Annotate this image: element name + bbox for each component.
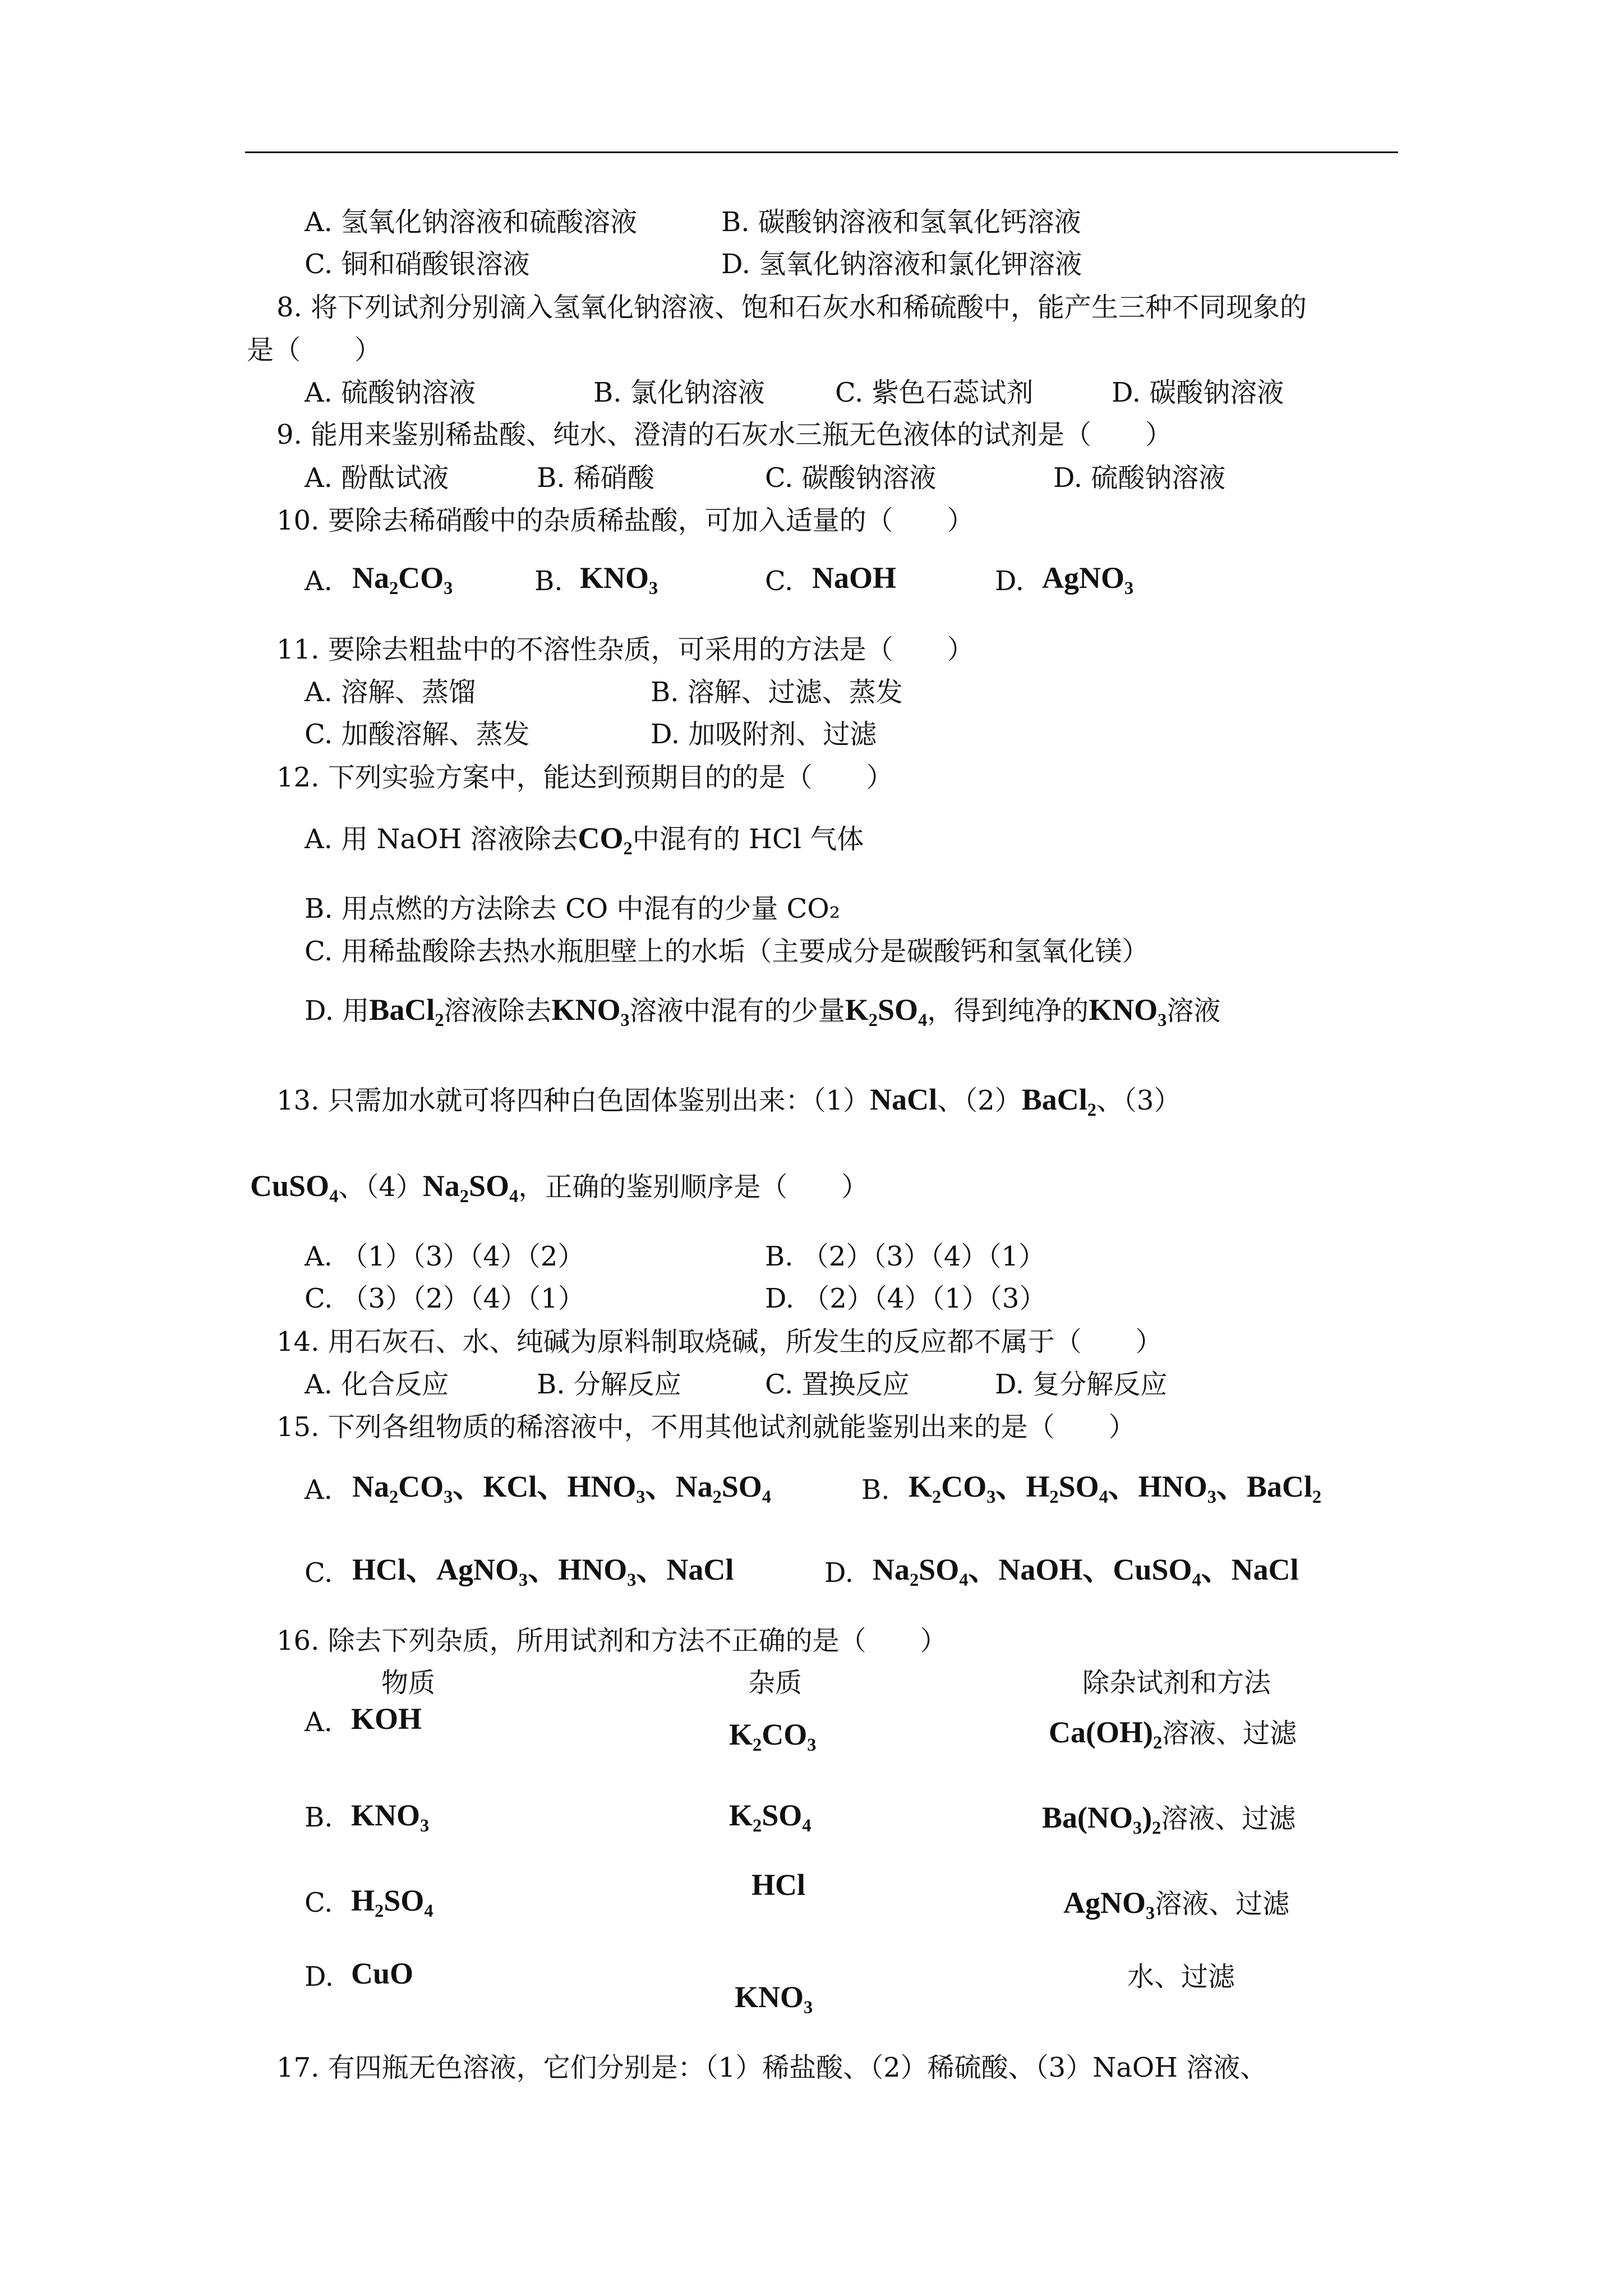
q12-option-c: C. 用稀盐酸除去热水瓶胆壁上的水垢（主要成分是碳酸钙和氢氧化镁）: [305, 936, 1149, 967]
q16-header-substance: 物质: [381, 1667, 436, 1699]
q12-option-a-formula: CO₂: [578, 821, 633, 855]
q10-option-a: Na₂CO₃: [352, 561, 453, 595]
q10-label-c: C.: [765, 565, 794, 597]
q13-stem1-text2: 、（2）: [937, 1085, 1022, 1116]
q13-option-b: B. （2）（3）（4）（1）: [765, 1241, 1045, 1272]
q9-option-b: B. 稀硝酸: [537, 462, 654, 494]
q16-header-impurity: 杂质: [748, 1667, 803, 1699]
q17-stem: 17. 有四瓶无色溶液，它们分别是：（1）稀盐酸、（2）稀硫酸、（3）NaOH 溶液、: [276, 2052, 1267, 2083]
q12-stem: 12. 下列实验方案中，能达到预期目的的是（ ）: [276, 762, 893, 793]
q10-option-c: NaOH: [812, 561, 897, 595]
q16-row-a-impurity: K₂CO₃: [729, 1718, 817, 1751]
header-rule: [245, 151, 1398, 153]
q11-option-a: A. 溶解、蒸馏: [305, 677, 476, 708]
q11-option-d: D. 加吸附剂、过滤: [651, 719, 877, 750]
q11-option-b: B. 溶解、过滤、蒸发: [651, 677, 903, 708]
q13-stem-line2: [250, 1169, 868, 1204]
q16-row-d-label: D.: [305, 1961, 334, 1993]
q8-stem-line2: 是（ ）: [247, 334, 382, 366]
q16-stem: 16. 除去下列杂质，所用试剂和方法不正确的是（ ）: [276, 1625, 947, 1657]
q11-stem: 11. 要除去粗盐中的不溶性杂质，可采用的方法是（ ）: [276, 634, 974, 665]
q10-label-d: D.: [995, 565, 1025, 597]
q13-stem1-text3: 、（3）: [1096, 1085, 1181, 1116]
q12-option-d-text5: 溶液: [1166, 995, 1221, 1027]
q14-option-b: B. 分解反应: [537, 1369, 681, 1400]
q16-row-c-substance: H₂SO₄: [351, 1884, 434, 1917]
q12-option-d-formula4: KNO₃: [1089, 993, 1167, 1027]
q13-stem1-formula1: NaCl: [870, 1083, 938, 1116]
q10-option-b: KNO₃: [580, 561, 658, 595]
q9-option-a: A. 酚酞试液: [305, 462, 449, 494]
q12-option-d-formula3: K₂SO₄: [845, 993, 928, 1027]
q13-option-d: D. （2）（4）（1）（3）: [765, 1283, 1046, 1314]
q9-option-d: D. 硫酸钠溶液: [1053, 462, 1226, 494]
q7-option-b: B. 碳酸钠溶液和氢氧化钙溶液: [721, 206, 1081, 238]
q16-row-c-method-text: 溶液、过滤: [1155, 1888, 1290, 1920]
q15-option-a: Na₂CO₃、KCl、HNO₃、Na₂SO₄: [352, 1470, 771, 1503]
q15-label-c: C.: [305, 1557, 333, 1589]
q13-option-a: A. （1）（3）（4）（2）: [305, 1241, 585, 1272]
q12-option-b: B. 用点燃的方法除去 CO 中混有的少量 CO₂: [305, 893, 840, 924]
q16-header-method: 除杂试剂和方法: [1082, 1667, 1271, 1699]
q16-row-d-method: 水、过滤: [1127, 1961, 1235, 1993]
q16-row-a-reagent: Ca(OH)₂: [1049, 1715, 1163, 1749]
q12-option-d-text4: ，得到纯净的: [927, 995, 1089, 1027]
q10-label-a: A.: [305, 565, 333, 597]
q15-option-d: Na₂SO₄、NaOH、CuSO₄、NaCl: [873, 1553, 1299, 1586]
q12-option-a: [305, 821, 864, 856]
q10-label-b: B.: [534, 565, 563, 597]
q13-stem1-formula2: BaCl₂: [1021, 1083, 1096, 1116]
q15-label-a: A.: [305, 1474, 333, 1506]
q13-stem2-text1: 、（4）: [338, 1171, 423, 1203]
q12-option-a-text2: 中混有的 HCl 气体: [632, 823, 864, 855]
q8-option-c: C. 紫色石蕊试剂: [835, 377, 1034, 408]
q7-option-a: A. 氢氧化钠溶液和硫酸溶液: [305, 206, 638, 238]
q16-row-a-label: A.: [305, 1706, 333, 1738]
q8-stem-line1: 8. 将下列试剂分别滴入氢氧化钠溶液、饱和石灰水和稀硫酸中，能产生三种不同现象的: [276, 292, 1307, 323]
q16-row-d-impurity: KNO₃: [735, 1980, 813, 2014]
q9-stem: 9. 能用来鉴别稀盐酸、纯水、澄清的石灰水三瓶无色液体的试剂是（ ）: [276, 419, 1173, 450]
q16-row-b-method-text: 溶液、过滤: [1161, 1803, 1296, 1834]
q16-row-a-method: [1049, 1715, 1297, 1750]
q10-stem: 10. 要除去稀硝酸中的杂质稀盐酸，可加入适量的（ ）: [276, 505, 974, 536]
q10-option-d: AgNO₃: [1042, 561, 1134, 595]
q15-stem: 15. 下列各组物质的稀溶液中，不用其他试剂就能鉴别出来的是（ ）: [276, 1411, 1136, 1443]
q15-option-c: HCl、AgNO₃、HNO₃、NaCl: [352, 1553, 734, 1586]
q16-row-b-substance: KNO₃: [351, 1798, 430, 1832]
q11-option-c: C. 加酸溶解、蒸发: [305, 719, 530, 750]
q8-option-a: A. 硫酸钠溶液: [305, 377, 476, 408]
q13-stem2-text2: ，正确的鉴别顺序是（ ）: [518, 1171, 869, 1203]
q16-row-b-reagent: Ba(NO₃)₂: [1042, 1801, 1161, 1834]
q13-stem2-formula2: Na₂SO₄: [422, 1169, 519, 1203]
q16-row-a-method-text: 溶液、过滤: [1162, 1718, 1297, 1749]
q16-row-b-label: B.: [305, 1802, 333, 1833]
q16-row-d-substance: CuO: [351, 1957, 414, 1990]
q16-row-c-label: C.: [305, 1887, 333, 1918]
q16-row-c-impurity: HCl: [751, 1868, 806, 1902]
q14-stem: 14. 用石灰石、水、纯碱为原料制取烧碱，所发生的反应都不属于（ ）: [276, 1326, 1163, 1358]
q16-row-c-method: [1063, 1886, 1289, 1921]
q12-option-d-formula2: KNO₃: [551, 993, 630, 1027]
q14-option-c: C. 置换反应: [765, 1369, 910, 1400]
q16-row-c-reagent: AgNO₃: [1063, 1886, 1155, 1920]
q12-option-a-text1: A. 用 NaOH 溶液除去: [305, 823, 578, 855]
q13-option-c: C. （3）（2）（4）（1）: [305, 1283, 585, 1314]
q15-option-b: K₂CO₃、H₂SO₄、HNO₃、BaCl₂: [909, 1470, 1322, 1503]
q14-option-a: A. 化合反应: [305, 1369, 449, 1400]
q12-option-d-text3: 溶液中混有的少量: [629, 995, 845, 1027]
q8-option-d: D. 碳酸钠溶液: [1112, 377, 1284, 408]
q16-row-a-substance: KOH: [351, 1702, 422, 1736]
q12-option-d-text1: D. 用: [305, 995, 370, 1027]
q14-option-d: D. 复分解反应: [995, 1369, 1168, 1400]
q16-row-b-impurity: K₂SO₄: [729, 1798, 811, 1832]
q7-option-d: D. 氢氧化钠溶液和氯化钾溶液: [721, 249, 1082, 280]
q7-option-c: C. 铜和硝酸银溶液: [305, 249, 530, 280]
q8-option-b: B. 氯化钠溶液: [593, 377, 765, 408]
q15-label-b: B.: [861, 1474, 890, 1506]
q9-option-c: C. 碳酸钠溶液: [765, 462, 937, 494]
q12-option-d-text2: 溶液除去: [444, 995, 552, 1027]
q16-row-b-method: [1042, 1801, 1295, 1835]
q12-option-d-formula1: BaCl₂: [369, 993, 444, 1027]
q13-stem2-formula1: CuSO₄: [250, 1169, 339, 1203]
q13-stem-line1: [276, 1083, 1181, 1117]
q12-option-d: [305, 993, 1220, 1028]
q13-stem1-text1: 13. 只需加水就可将四种白色固体鉴别出来：（1）: [276, 1085, 870, 1116]
q15-label-d: D.: [824, 1557, 854, 1589]
